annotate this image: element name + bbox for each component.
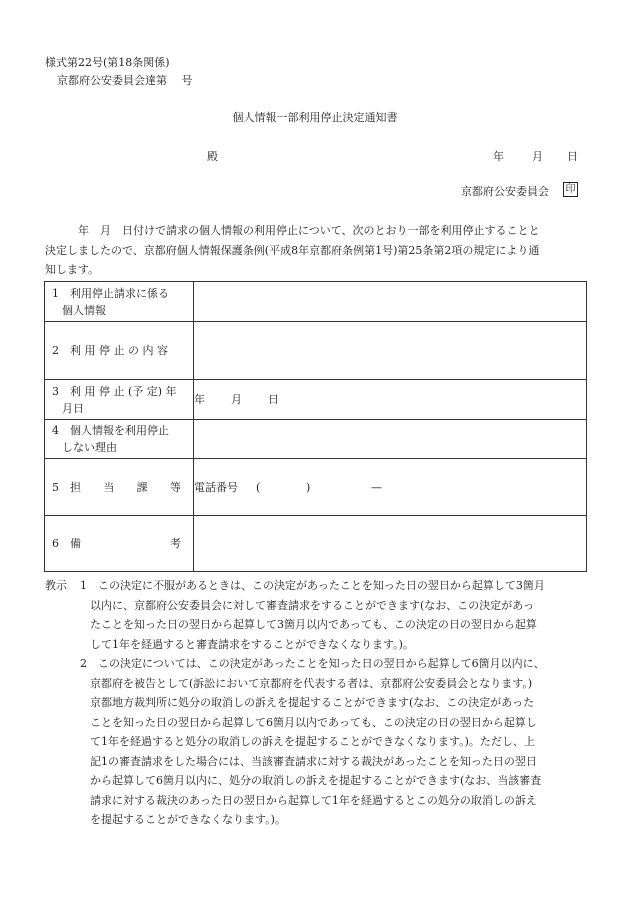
row-label-suspension-content <box>45 322 194 380</box>
document-number: 京都府公安委員会達第 号 <box>57 74 193 87</box>
label-part: 課 <box>136 480 148 494</box>
label-part: 5 担 <box>52 480 81 494</box>
value-year: 年 <box>194 393 205 406</box>
value-cell-reason[interactable] <box>194 420 587 459</box>
form-number: 様式第22号(第18条関係) <box>45 56 170 69</box>
label-line: 1 利用停止請求に係る <box>52 286 169 300</box>
label-part: 当 <box>103 480 115 494</box>
value-cell-remarks[interactable] <box>194 516 587 572</box>
label-line: 4 個人情報を利用停止 <box>52 424 169 437</box>
value-cell-suspension-content[interactable] <box>194 322 587 380</box>
note-line: たことを知った日の翌日から起算して3箇月以内であっても、この決定の日の翌日から起算 <box>90 618 537 631</box>
date-year-label: 年 <box>493 150 504 163</box>
seal-box: 印 <box>563 182 578 197</box>
value-day: 日 <box>268 393 279 406</box>
table-row <box>45 516 587 572</box>
table-row <box>45 420 587 459</box>
note-line: 記1の審査請求をした場合には、当該審査請求に対する裁決があったことを知った日の翌日 <box>90 754 537 768</box>
intro-line: 年 月 日付けで請求の個人情報の利用停止について、次のとおり一部を利用停止することと <box>45 224 540 237</box>
table-row <box>45 282 587 322</box>
issuer-name: 京都府公安委員会 <box>461 185 549 198</box>
table-row <box>45 459 587 516</box>
table-row <box>45 322 587 380</box>
label-line: 3 利 用 停 止 (予 定) 年 <box>52 384 177 398</box>
label-part: 6 備 <box>52 537 81 550</box>
label-line: しない理由 <box>62 441 117 454</box>
row-label-suspension-date <box>45 380 194 420</box>
row-label-personal-info <box>45 282 194 322</box>
label-line: 2 利 用 停 止 の 内 容 <box>52 344 168 357</box>
notes-section <box>45 580 585 880</box>
note-line: 京都府を被告として(訴訟において京都府を代表する者は、京都府公安委員会となります。) <box>90 676 533 690</box>
date-day-label: 日 <box>567 150 578 163</box>
value-cell-department[interactable] <box>194 459 587 516</box>
addressee-suffix: 殿 <box>207 150 218 163</box>
note-line: 請求に対する裁決のあった日の翌日から起算して1年を経過するとこの処分の取消しの訴え <box>90 793 537 807</box>
note-line: て1年を経過すると処分の取消しの訴えを提起することができなくなります。)。ただし、上 <box>90 735 535 748</box>
note-line: して1年を経過すると審査請求をすることができなくなります。)。 <box>90 637 414 651</box>
intro-line: 知します。 <box>45 263 100 276</box>
note-line: この決定については、この決定があったことを知った日の翌日から起算して6箇月以内に、 <box>98 657 545 670</box>
notes-heading: 教示 <box>45 579 67 592</box>
row-label-department <box>45 459 194 516</box>
note-line: を提起することができなくなります。)。 <box>90 813 286 826</box>
phone-dash: — <box>371 480 382 494</box>
row-label-remarks <box>45 516 194 572</box>
intro-line: 決定しましたので、京都府個人情報保護条例(平成8年京都府条例第1号)第25条第2項の規定により通 <box>45 243 540 257</box>
phone-paren-open: ( <box>256 480 261 494</box>
phone-paren-close: ) <box>306 480 311 494</box>
note-line: この決定に不服があるときは、この決定があったことを知った日の翌日から起算して3箇月 <box>98 579 545 592</box>
phone-label: 電話番号 <box>194 480 238 494</box>
value-cell-personal-info[interactable] <box>194 282 587 322</box>
note-line: 以内に、京都府公安委員会に対して審査請求をすることができます(なお、この決定があっ <box>90 598 535 612</box>
info-table <box>44 281 587 572</box>
label-line: 個人情報 <box>62 303 106 317</box>
document-title: 個人情報一部利用停止決定通知書 <box>232 111 398 124</box>
value-cell-suspension-date[interactable] <box>194 380 587 420</box>
table-row <box>45 380 587 420</box>
label-part: 考 <box>170 537 181 550</box>
row-label-reason <box>45 420 194 459</box>
note-line: 京都地方裁判所に処分の取消しの訴えを提起することができます(なお、この決定があった <box>90 696 535 709</box>
date-month-label: 月 <box>532 150 543 163</box>
value-month: 月 <box>231 393 242 406</box>
label-part: 等 <box>169 480 181 494</box>
note-line: ことを知った日の翌日から起算して6箇月以内であっても、この決定の日の翌日から起算し <box>90 715 537 729</box>
label-line: 月日 <box>62 401 84 415</box>
note-line: から起算して6箇月以内に、処分の取消しの訴えを提起することができます(なお、当該審査 <box>90 774 542 787</box>
intro-paragraph <box>45 221 580 280</box>
note-number: 1 <box>80 579 87 592</box>
note-number: 2 <box>80 657 87 670</box>
